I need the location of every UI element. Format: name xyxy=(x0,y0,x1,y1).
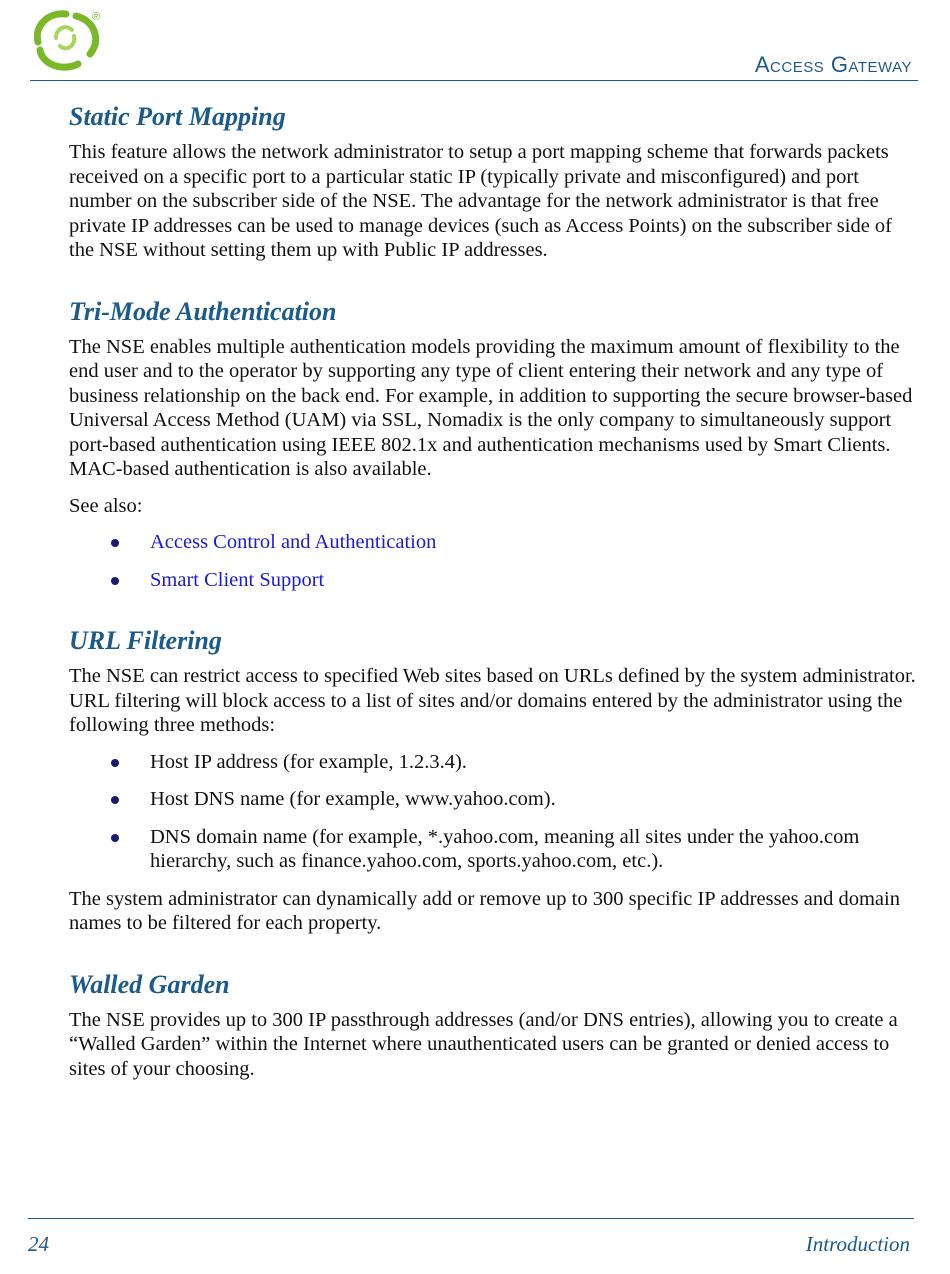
section-heading: Tri-Mode Authentication xyxy=(69,296,337,326)
see-also-label: See also: xyxy=(69,494,143,517)
list-item xyxy=(69,750,919,775)
list-item-text: DNS domain name (for example, *.yahoo.com, meaning all sites under the yahoo.com hierarchy, such as finance.yahoo.com, sports.yahoo.com, etc.). xyxy=(150,825,860,872)
see-also-list xyxy=(69,530,919,592)
section-tri-mode-authentication xyxy=(69,297,919,593)
document-title: Access Gateway xyxy=(754,52,912,77)
footer-section-name: Introduction xyxy=(805,1232,910,1256)
section-paragraph: The NSE enables multiple authentication models providing the maximum amount of flexibility to the end user and to the operator by supporting any type of client entering their network and any type of business relationship on the back end. For example, in addition to supporting the secure browser-based Universal Access Method (UAM) via SSL, Nomadix is the only company to simultaneously support port-based authentication using IEEE 802.1x and authentication mechanisms used by Smart Clients. MAC-based authentication is also available. xyxy=(69,335,913,480)
page-content xyxy=(69,102,919,1115)
page-number: 24 xyxy=(28,1232,49,1256)
section-paragraph: The system administrator can dynamically add or remove up to 300 specific IP addresses and domain names to be filtered for each property. xyxy=(69,887,900,934)
bullet-icon xyxy=(111,834,119,842)
section-paragraph: This feature allows the network administrator to setup a port mapping scheme that forwards packets received on a specific port to a particular static IP (typically private and misconfigured) and port number on the subscriber side of the NSE. The advantage for the network administrator is that free private IP addresses can be used to manage devices (such as Access Points) on the subscriber side of the NSE without setting them up with Public IP addresses. xyxy=(69,141,892,261)
list-item xyxy=(69,787,919,812)
section-static-port-mapping xyxy=(69,102,919,263)
list-item-text: Host IP address (for example, 1.2.3.4). xyxy=(150,750,467,773)
list-item-text: Host DNS name (for example, www.yahoo.com). xyxy=(150,788,556,810)
list-item xyxy=(69,568,919,593)
list-item xyxy=(69,530,919,555)
bullet-icon xyxy=(111,796,119,804)
header-divider xyxy=(30,80,918,81)
footer-divider xyxy=(28,1218,914,1219)
link-smart-client-support[interactable]: Smart Client Support xyxy=(150,568,325,591)
section-walled-garden xyxy=(69,970,919,1082)
swirl-logo-icon xyxy=(30,6,106,72)
registered-mark: ® xyxy=(92,11,101,23)
section-paragraph: The NSE provides up to 300 IP passthrough addresses (and/or DNS entries), allowing you to create a “Walled Garden” within the Internet where unauthenticated users can be granted or denied access to sites of your choosing. xyxy=(69,1008,898,1080)
section-url-filtering xyxy=(69,626,919,936)
list-item xyxy=(69,825,919,874)
nomadix-logo xyxy=(30,6,106,72)
section-paragraph: The NSE can restrict access to specified Web sites based on URLs defined by the system administrator. URL filtering will block access to a list of sites and/or domains entered by the administrator using the following three methods: xyxy=(69,665,916,736)
bullet-icon xyxy=(111,539,119,547)
section-heading: Walled Garden xyxy=(69,969,230,999)
link-access-control[interactable]: Access Control and Authentication xyxy=(150,531,437,553)
method-list xyxy=(69,750,919,874)
bullet-icon xyxy=(111,759,119,767)
bullet-icon xyxy=(111,577,119,585)
section-heading: Static Port Mapping xyxy=(69,102,286,131)
section-heading: URL Filtering xyxy=(69,626,222,655)
